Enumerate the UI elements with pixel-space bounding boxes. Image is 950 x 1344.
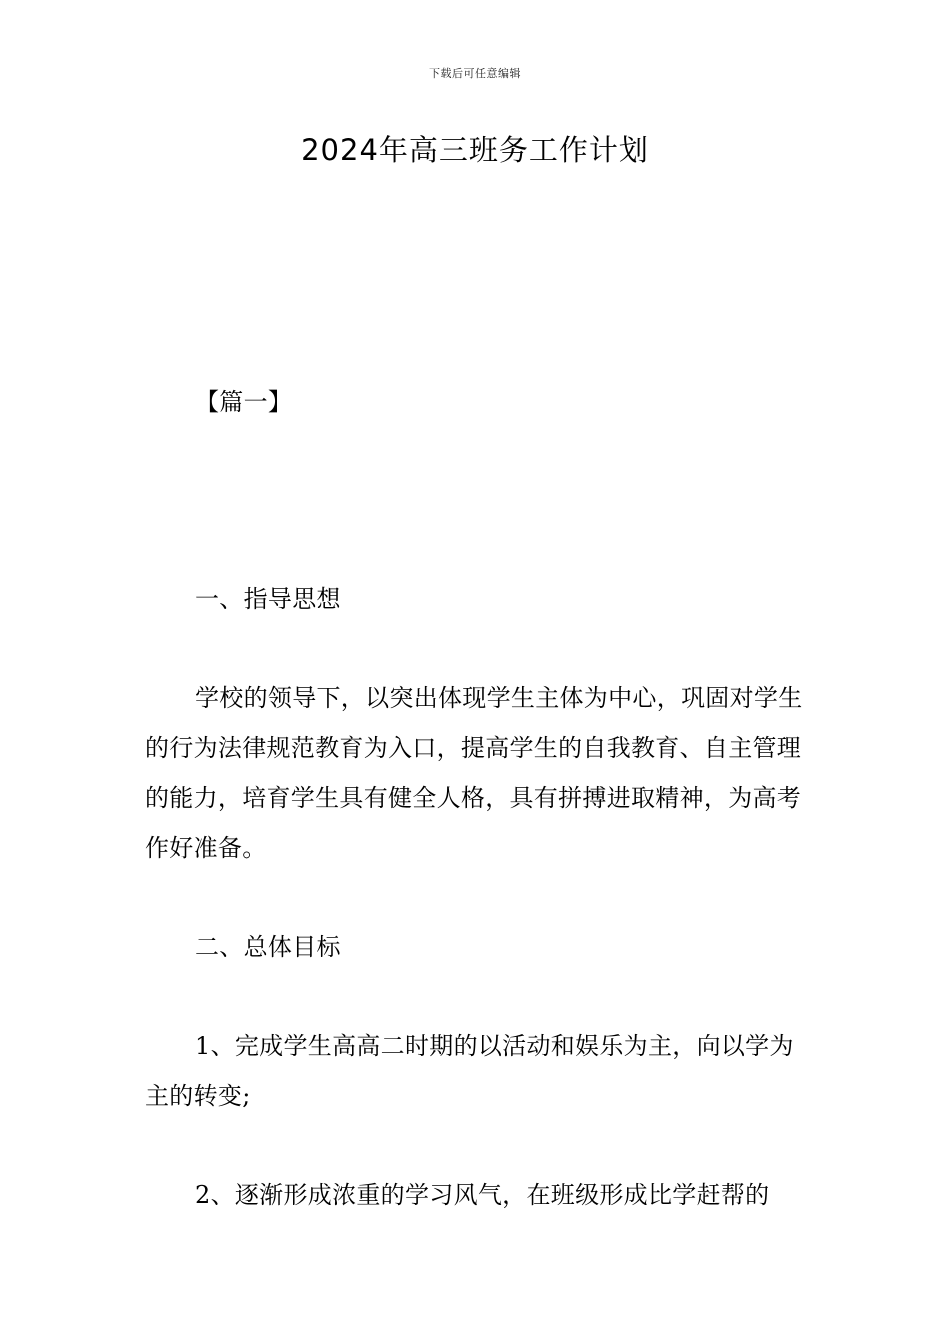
paragraph-guiding-ideology: 学校的领导下，以突出体现学生主体为中心，巩固对学生的行为法律规范教育为入口，提高学生的自我教育、自主管理的能力，培育学生具有健全人格，具有拼搏进取精神，为高考作好准备。 (145, 684, 803, 862)
section-label: 【篇一】 (195, 388, 293, 416)
goal-item-1: 1、完成学生高高二时期的以活动和娱乐为主，向以学为主的转变; (145, 1032, 794, 1110)
section-heading-guiding-ideology: 一、指导思想 (195, 585, 341, 613)
goal-item-2: 2、逐渐形成浓重的学习风气，在班级形成比学赶帮的 (195, 1181, 770, 1209)
page-title: 2024年高三班务工作计划 (301, 133, 649, 167)
header-note: 下载后可任意编辑 (429, 67, 521, 80)
section-heading-overall-goals: 二、总体目标 (195, 933, 341, 961)
